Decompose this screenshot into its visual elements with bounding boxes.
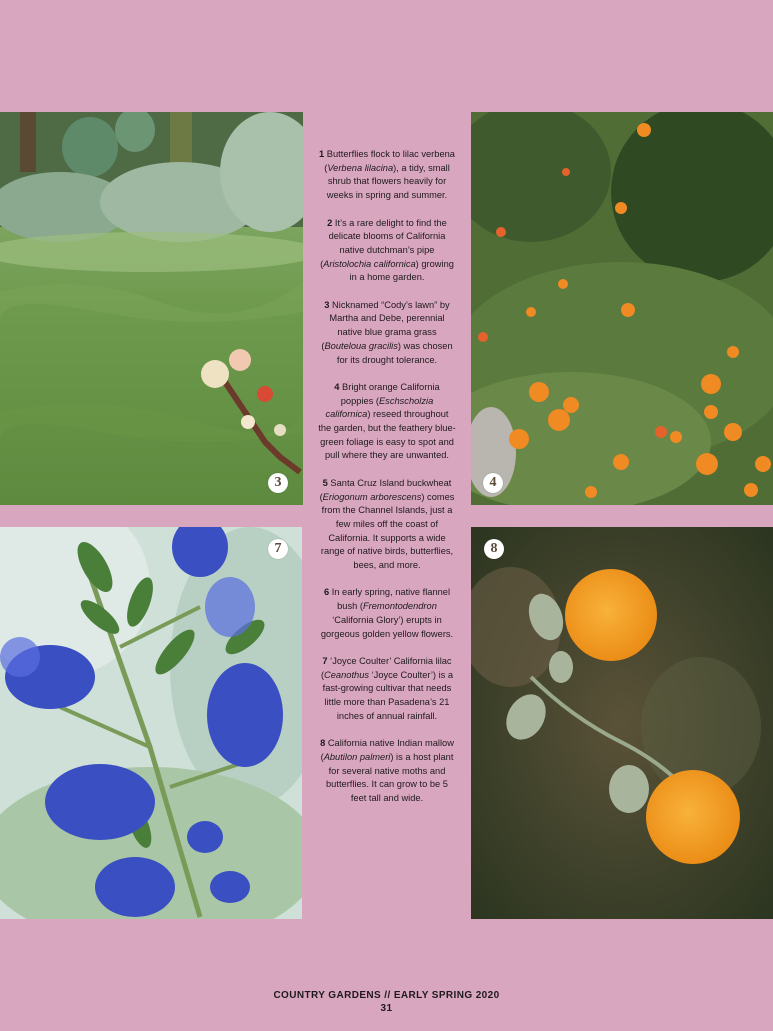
botanical-name: Eriogonum arborescens <box>322 491 422 502</box>
photo-number-badge: 3 <box>268 473 288 493</box>
botanical-name: Eschscholzia californica <box>325 395 434 420</box>
photo-captions <box>318 148 456 819</box>
photo-california-poppies <box>471 112 773 505</box>
caption-8: 8 California native Indian mallow (Abutilon palmeri) is a host plant for several native moths and butterflies. It can grow to be 5 feet tall and wide. <box>320 738 454 803</box>
botanical-name: Aristolochia californica <box>323 258 416 269</box>
botanical-name: Bouteloua gracilis <box>324 340 398 351</box>
caption-number: 8 <box>320 738 326 749</box>
botanical-name: Abutilon palmeri <box>323 751 391 762</box>
photo-blue-grama-lawn <box>0 112 303 505</box>
caption-1: 1 Butterflies flock to lilac verbena (Verbena lilacina), a tidy, small shrub that flowers heavily for weeks in spring and summer. <box>319 149 455 201</box>
botanical-name: Fremontodendron <box>362 601 437 612</box>
botanical-name: Verbena lilacina <box>327 162 394 173</box>
publication-issue: COUNTRY GARDENS // EARLY SPRING 2020 <box>273 990 500 1001</box>
mallow-illustration <box>471 527 773 919</box>
caption-6: 6 In early spring, native flannel bush (Fremontodendron ‘California Glory’) erupts in gorgeous golden yellow flowers. <box>320 587 454 639</box>
caption-2: 2 It’s a rare delight to find the delicate blooms of California native dutchman’s pipe (Aristolochia californica) growing in a home garden. <box>320 217 454 283</box>
caption-number: 6 <box>323 587 330 598</box>
photo-number-badge: 4 <box>483 473 503 493</box>
photo-number-badge: 8 <box>484 539 504 559</box>
page-number: 31 <box>380 1003 393 1014</box>
caption-number: 4 <box>334 381 340 392</box>
caption-number: 7 <box>322 655 328 666</box>
caption-number: 1 <box>319 149 325 159</box>
ceanothus-illustration <box>0 527 302 919</box>
poppies-illustration <box>471 112 773 505</box>
photo-number-badge: 7 <box>268 539 288 559</box>
caption-4: 4 Bright orange California poppies (Eschscholzia californica) reseed throughout the garden, but the feathery blue-green foliage is easy to spot and pull where they are unwanted. <box>318 381 456 461</box>
botanical-name: Ceanothus <box>324 669 370 680</box>
caption-5: 5 Santa Cruz Island buckwheat (Eriogonum arborescens) comes from the Channel Islands, just a few miles off the coast of California. It supports a wide range of native birds, butterflies, bees, and more. <box>319 477 455 571</box>
caption-number: 3 <box>324 299 330 310</box>
caption-number: 2 <box>327 217 333 228</box>
photo-indian-mallow <box>471 527 773 919</box>
caption-7: 7 ‘Joyce Coulter’ California lilac (Ceanothus ‘Joyce Coulter’) is a fast-growing cultivar that needs little more than Pasadena’s 21 inches of annual rainfall. <box>320 655 454 721</box>
page-footer <box>0 989 773 1015</box>
photo-ceanothus-joyce-coulter <box>0 527 302 919</box>
caption-3: 3 Nicknamed “Cody’s lawn” by Martha and Debe, perennial native blue grama grass (Bouteloua gracilis) was chosen for its drought tolerance. <box>321 299 453 365</box>
caption-number: 5 <box>322 477 328 488</box>
lawn-illustration <box>0 112 303 505</box>
